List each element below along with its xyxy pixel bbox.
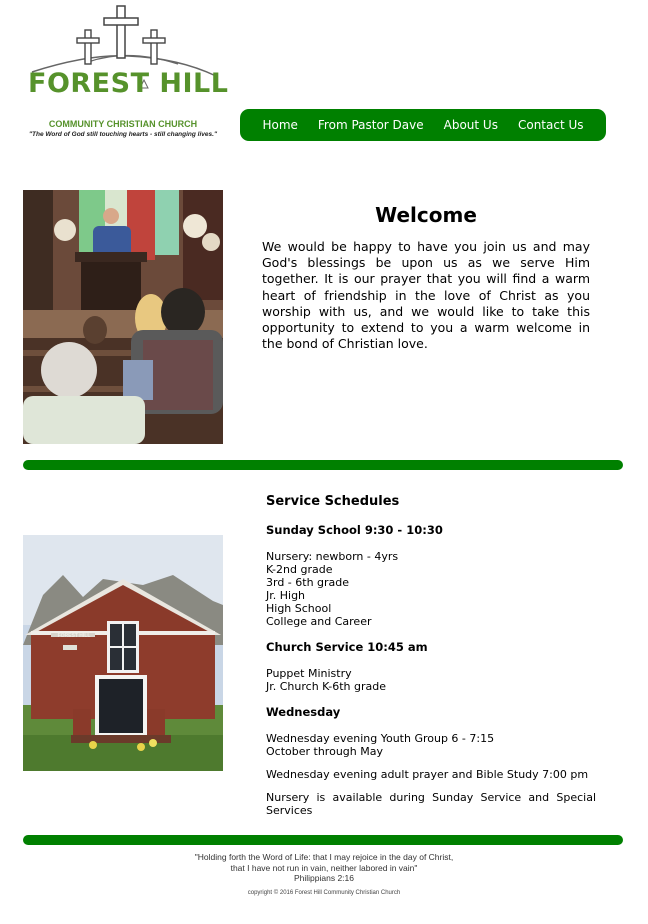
wednesday-youth bbox=[266, 732, 596, 758]
sunday-school-heading: Sunday School 9:30 - 10:30 bbox=[266, 523, 443, 537]
church-service-items bbox=[266, 667, 596, 693]
logo-brand-text: FOREST HILL bbox=[28, 68, 229, 99]
class-item: 3rd - 6th grade bbox=[266, 576, 350, 589]
welcome-text: We would be happy to have you join us and may God's blessings be upon us as we serve Him together. It is our prayer that you will find a warm heart of friendship in the love of Christ as you worship with us, and we would like to take this opportunity to extend to you a warm welcome in the bond of Christian love. bbox=[262, 239, 590, 352]
scripture-reference: Philippians 2:16 bbox=[293, 873, 354, 883]
sanctuary-photo bbox=[23, 190, 223, 444]
class-item: High School bbox=[266, 602, 332, 615]
class-item: Nursery: newborn - 4yrs bbox=[266, 550, 399, 563]
schedule-title: Service Schedules bbox=[266, 494, 400, 509]
nav-pastor-link[interactable]: From Pastor Dave bbox=[317, 118, 424, 132]
footer-scripture bbox=[0, 852, 648, 884]
copyright-text: copyright © 2016 Forest Hill Community Christian Church bbox=[247, 890, 401, 896]
main-nav bbox=[240, 109, 606, 141]
class-item: College and Career bbox=[266, 615, 372, 628]
section-divider bbox=[23, 460, 623, 470]
service-item: Jr. Church K-6th grade bbox=[266, 680, 386, 693]
logo-subtitle: COMMUNITY CHRISTIAN CHURCH bbox=[48, 119, 198, 129]
church-sign-lettering: FOREST HILL bbox=[57, 633, 91, 639]
nav-home-link[interactable]: Home bbox=[262, 118, 298, 132]
quote-line: "Holding forth the Word of Life: that I may rejoice in the day of Christ, bbox=[194, 852, 454, 862]
class-item: Jr. High bbox=[266, 589, 306, 602]
youth-line: Wednesday evening Youth Group 6 - 7:15 bbox=[266, 732, 495, 745]
wednesday-adult: Wednesday evening adult prayer and Bible Study 7:00 pm bbox=[266, 768, 589, 781]
church-service-heading: Church Service 10:45 am bbox=[266, 640, 428, 654]
welcome-title: Welcome bbox=[375, 203, 477, 227]
service-item: Puppet Ministry bbox=[266, 667, 352, 680]
nav-about-link[interactable]: About Us bbox=[443, 118, 498, 132]
quote-line: that I have not run in vain, neither labored in vain" bbox=[230, 862, 418, 873]
nursery-note: Nursery is available during Sunday Service and Special Services bbox=[266, 791, 596, 817]
logo-tagline: "The Word of God still touching hearts - still changing lives." bbox=[28, 131, 218, 138]
footer-divider bbox=[23, 835, 623, 845]
church-logo bbox=[28, 2, 228, 142]
class-item: K-2nd grade bbox=[266, 563, 333, 576]
nav-contact-link[interactable]: Contact Us bbox=[517, 118, 584, 132]
wednesday-heading: Wednesday bbox=[266, 705, 341, 719]
sunday-school-classes bbox=[266, 550, 596, 628]
service-schedule bbox=[266, 494, 596, 827]
church-building-photo bbox=[23, 535, 223, 771]
youth-line: October through May bbox=[266, 745, 383, 758]
